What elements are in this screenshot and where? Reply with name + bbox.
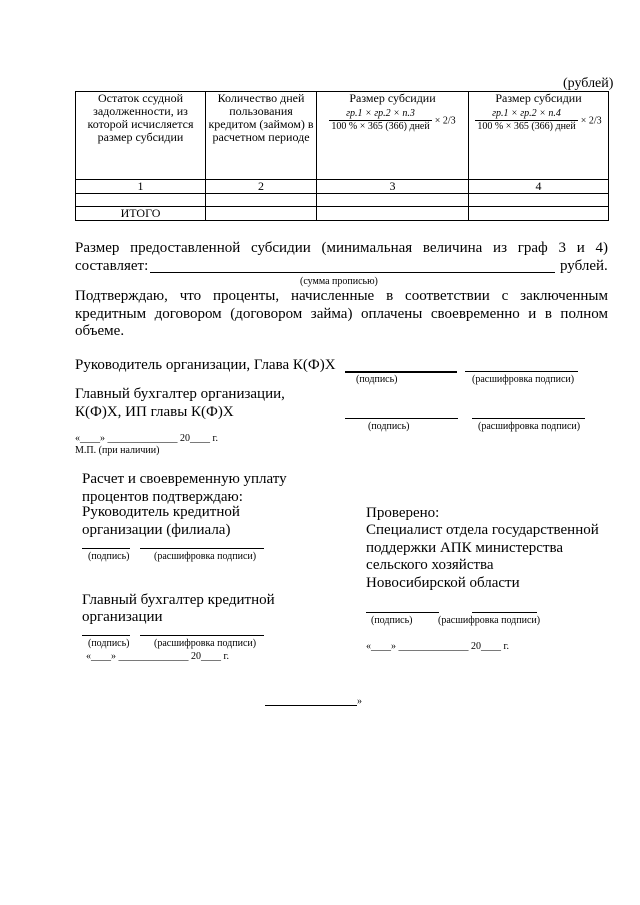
total-row: [76, 207, 609, 221]
accountant-signature-hint: (подпись): [368, 421, 410, 432]
bank-line-2: процентов подтверждаю:: [82, 489, 243, 505]
check-line-1: Специалист отдела государственной: [366, 522, 599, 538]
formula-col-4-multiplier: × 2/3: [580, 115, 602, 127]
formula-col-4-denominator: 100 % × 365 (366) дней: [477, 121, 576, 132]
bank-line-3: Руководитель кредитной: [82, 504, 240, 520]
subsidy-table: [75, 91, 609, 221]
bank-head-signature-line[interactable]: [82, 548, 130, 549]
footer-quote: »: [357, 696, 362, 707]
bank-accountant-signature-line[interactable]: [82, 635, 130, 636]
head-label: Руководитель организации, Глава К(Ф)Х: [75, 357, 336, 373]
accountant-signature-line[interactable]: [345, 418, 458, 419]
amount-hint: (сумма прописью): [300, 276, 378, 287]
bank-accountant-decode-hint: (расшифровка подписи): [154, 638, 257, 649]
amount-line-1: Размер предоставленной субсидии (минимальная величина из граф 3 и 4): [75, 240, 608, 256]
table-cell[interactable]: [317, 194, 469, 207]
bank-head-decode-line[interactable]: [140, 548, 264, 549]
total-cell[interactable]: [206, 207, 317, 221]
accountant-label-2: К(Ф)Х, ИП главы К(Ф)Х: [75, 404, 234, 420]
table-cell[interactable]: [469, 194, 609, 207]
head-decode-line[interactable]: [465, 371, 578, 372]
head-signature-hint: (подпись): [356, 374, 398, 385]
bank-line-1: Расчет и своевременную уплату: [82, 471, 287, 487]
confirm-line-1: Подтверждаю, что проценты, начисленные в соответствии с заключенным: [75, 288, 608, 304]
bank-head-decode-hint: (расшифровка подписи): [154, 551, 257, 562]
header-col-3-label: Размер субсидии: [349, 91, 436, 105]
header-col-2: Количество дней пользования кредитом (займом) в расчетном периоде: [206, 92, 317, 180]
check-line-3: сельского хозяйства: [366, 557, 494, 573]
bank-date-field[interactable]: «____» ______________ 20____ г.: [86, 651, 229, 662]
bank-accountant-signature-hint: (подпись): [88, 638, 130, 649]
amount-suffix: рублей.: [560, 258, 608, 274]
table-row: [76, 194, 609, 207]
total-cell[interactable]: [317, 207, 469, 221]
seal-label: М.П. (при наличии): [75, 445, 160, 456]
col-number-3: 3: [317, 180, 469, 194]
check-line-4: Новосибирской области: [366, 575, 520, 591]
bank-accountant-1: Главный бухгалтер кредитной: [82, 592, 275, 608]
header-col-4-label: Размер субсидии: [495, 91, 582, 105]
bank-line-4: организации (филиала): [82, 522, 231, 538]
check-decode-line[interactable]: [472, 612, 537, 613]
amount-field[interactable]: [150, 272, 555, 273]
formula-col-3-multiplier: × 2/3: [434, 115, 456, 127]
formula-col-4: [475, 108, 577, 133]
footer-line: [265, 705, 357, 706]
amount-prefix: составляет:: [75, 258, 149, 274]
date-field[interactable]: «____» ______________ 20____ г.: [75, 433, 218, 444]
accountant-decode-line[interactable]: [472, 418, 585, 419]
check-signature-line[interactable]: [366, 612, 439, 613]
col-number-1: 1: [76, 180, 206, 194]
head-decode-hint: (расшифровка подписи): [472, 374, 575, 385]
bank-accountant-decode-line[interactable]: [140, 635, 264, 636]
confirm-line-2: кредитным договором (договором займа) оплачены своевременно и в полном: [75, 306, 608, 322]
head-signature-line[interactable]: [345, 371, 457, 373]
formula-col-3-denominator: 100 % × 365 (366) дней: [331, 121, 430, 132]
col-number-4: 4: [469, 180, 609, 194]
check-title: Проверено:: [366, 505, 440, 521]
header-col-1: Остаток ссудной задолженности, из которой исчисляется размер субсидии: [76, 92, 206, 180]
column-number-row: [76, 180, 609, 194]
confirm-line-3: объеме.: [75, 323, 125, 339]
units-label: (рублей): [563, 76, 614, 91]
formula-col-3-numerator: гр.1 × гр.2 × п.3: [329, 108, 431, 121]
accountant-decode-hint: (расшифровка подписи): [478, 421, 581, 432]
bank-head-signature-hint: (подпись): [88, 551, 130, 562]
header-col-3: [317, 92, 469, 180]
table-cell[interactable]: [76, 194, 206, 207]
check-line-2: поддержки АПК министерства: [366, 540, 564, 556]
check-signature-hint: (подпись): [371, 615, 413, 626]
check-decode-hint: (расшифровка подписи): [438, 615, 541, 626]
bank-accountant-2: организации: [82, 609, 163, 625]
total-cell[interactable]: [469, 207, 609, 221]
formula-col-3: [329, 108, 431, 133]
accountant-label-1: Главный бухгалтер организации,: [75, 386, 285, 402]
col-number-2: 2: [206, 180, 317, 194]
table-cell[interactable]: [206, 194, 317, 207]
table-header-row: [76, 92, 609, 180]
total-label: ИТОГО: [76, 207, 206, 221]
check-date-field[interactable]: «____» ______________ 20____ г.: [366, 641, 509, 652]
formula-col-4-numerator: гр.1 × гр.2 × п.4: [475, 108, 577, 121]
header-col-4: [469, 92, 609, 180]
